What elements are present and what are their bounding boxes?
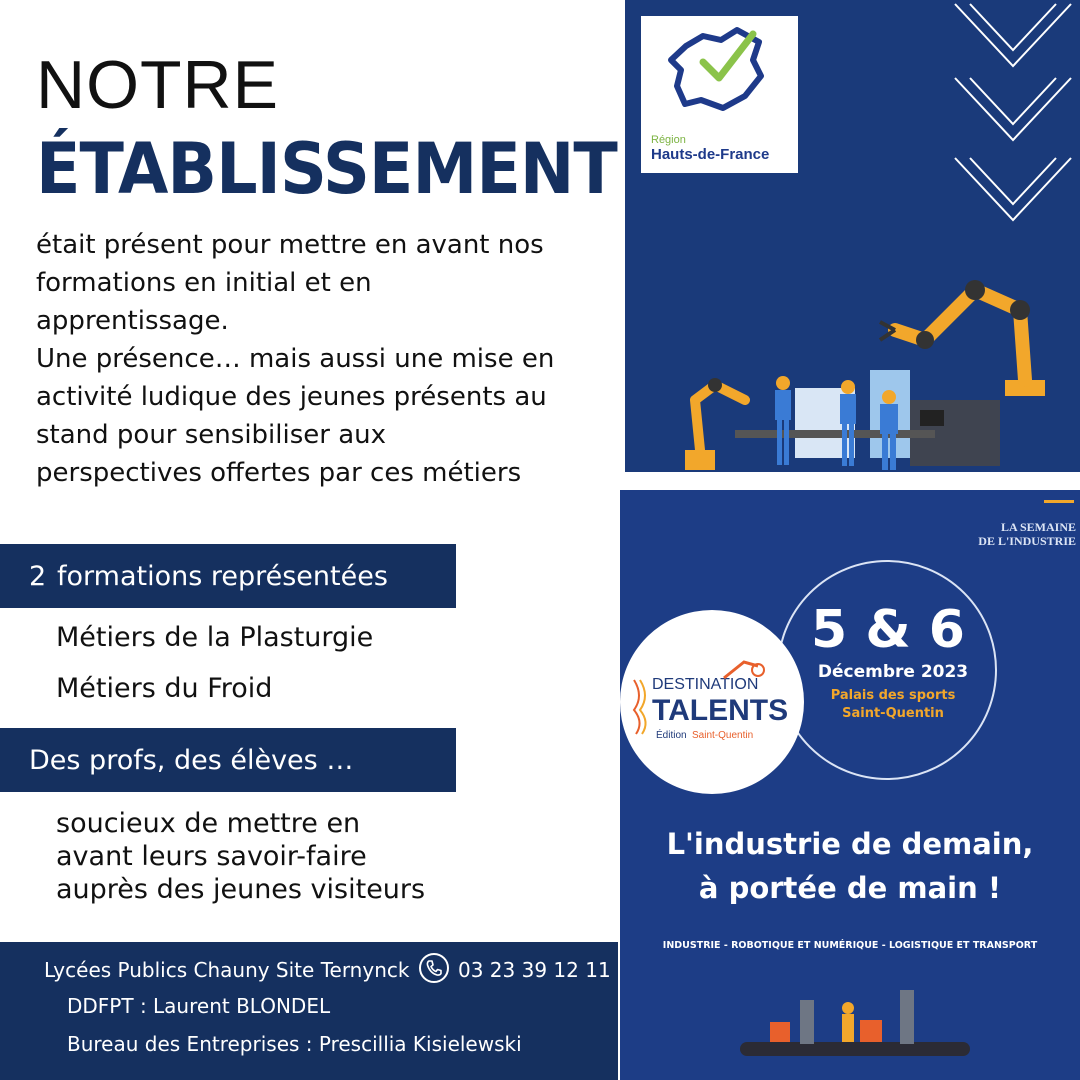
team-line: auprès des jeunes visiteurs bbox=[56, 874, 426, 905]
phone-number[interactable]: 03 23 39 12 11 bbox=[458, 958, 611, 982]
logo-city: Saint-Quentin bbox=[692, 730, 754, 741]
title-etablissement: ÉTABLISSEMENT bbox=[36, 128, 617, 210]
region-name: Hauts-de-France bbox=[651, 146, 770, 163]
logo-line2: TALENTS bbox=[652, 694, 789, 727]
intro-line: était présent pour mettre en avant nos bbox=[36, 230, 544, 260]
school-name: Lycées Publics Chauny Site Ternynck bbox=[44, 958, 410, 982]
team-heading-bar bbox=[0, 728, 456, 792]
event-month: Décembre 2023 bbox=[817, 662, 969, 682]
formation-item: Métiers de la Plasturgie bbox=[56, 622, 374, 653]
logo-robot-arm-icon bbox=[720, 648, 770, 682]
slogan-line: L'industrie de demain, bbox=[666, 827, 1034, 861]
event-poster bbox=[620, 490, 1080, 1080]
team-label: Des profs, des élèves … bbox=[29, 745, 354, 776]
title-notre: NOTRE bbox=[36, 47, 279, 123]
event-sectors: INDUSTRIE - ROBOTIQUE ET NUMÉRIQUE - LOGISTIQUE ET TRANSPORT bbox=[662, 940, 1038, 951]
formations-label: formations représentées bbox=[57, 561, 388, 592]
region-label: Région bbox=[651, 134, 686, 146]
event-slogan bbox=[620, 822, 1080, 910]
region-logo bbox=[641, 16, 798, 173]
intro-line: apprentissage. bbox=[36, 306, 229, 336]
contact-footer bbox=[0, 942, 618, 1080]
intro-line: perspectives offertes par ces métiers bbox=[36, 458, 522, 488]
formations-count: 2 bbox=[29, 561, 47, 592]
event-dates: 5 & 6 bbox=[811, 600, 965, 660]
region-panel bbox=[625, 0, 1080, 472]
phone-icon bbox=[418, 952, 450, 984]
industry-week-banner bbox=[978, 520, 1076, 548]
formations-heading-bar bbox=[0, 544, 456, 608]
logo-line1: DESTINATION bbox=[652, 676, 759, 693]
logo-edition: Édition bbox=[656, 730, 687, 741]
banner-line: DE L'INDUSTRIE bbox=[978, 534, 1076, 548]
intro-line: activité ludique des jeunes présents au bbox=[36, 382, 547, 412]
factory-robots-illustration bbox=[675, 270, 1065, 472]
slogan-line: à portée de main ! bbox=[698, 871, 1002, 905]
intro-line: stand pour sensibiliser aux bbox=[36, 420, 387, 450]
bureau-contact: Bureau des Entreprises : Prescillia Kisielewski bbox=[67, 1032, 522, 1056]
chevrons-decoration bbox=[950, 0, 1080, 240]
intro-line: Une présence… mais aussi une mise en bbox=[36, 344, 555, 374]
logo-wave-icon bbox=[630, 676, 652, 736]
intro-paragraph bbox=[36, 226, 596, 492]
ddfpt-contact: DDFPT : Laurent BLONDEL bbox=[67, 994, 331, 1018]
team-line: avant leurs savoir-faire bbox=[56, 841, 367, 872]
intro-line: formations en initial et en bbox=[36, 268, 372, 298]
team-line: soucieux de mettre en bbox=[56, 808, 361, 839]
map-heart-icon bbox=[641, 16, 798, 126]
formation-item: Métiers du Froid bbox=[56, 673, 273, 704]
banner-line: LA SEMAINE bbox=[1000, 520, 1076, 534]
event-city: Saint-Quentin bbox=[842, 706, 944, 721]
accent-line bbox=[1044, 500, 1074, 503]
assembly-line-illustration bbox=[730, 970, 980, 1080]
destination-talents-logo bbox=[620, 610, 804, 794]
event-venue: Palais des sports bbox=[830, 688, 956, 703]
